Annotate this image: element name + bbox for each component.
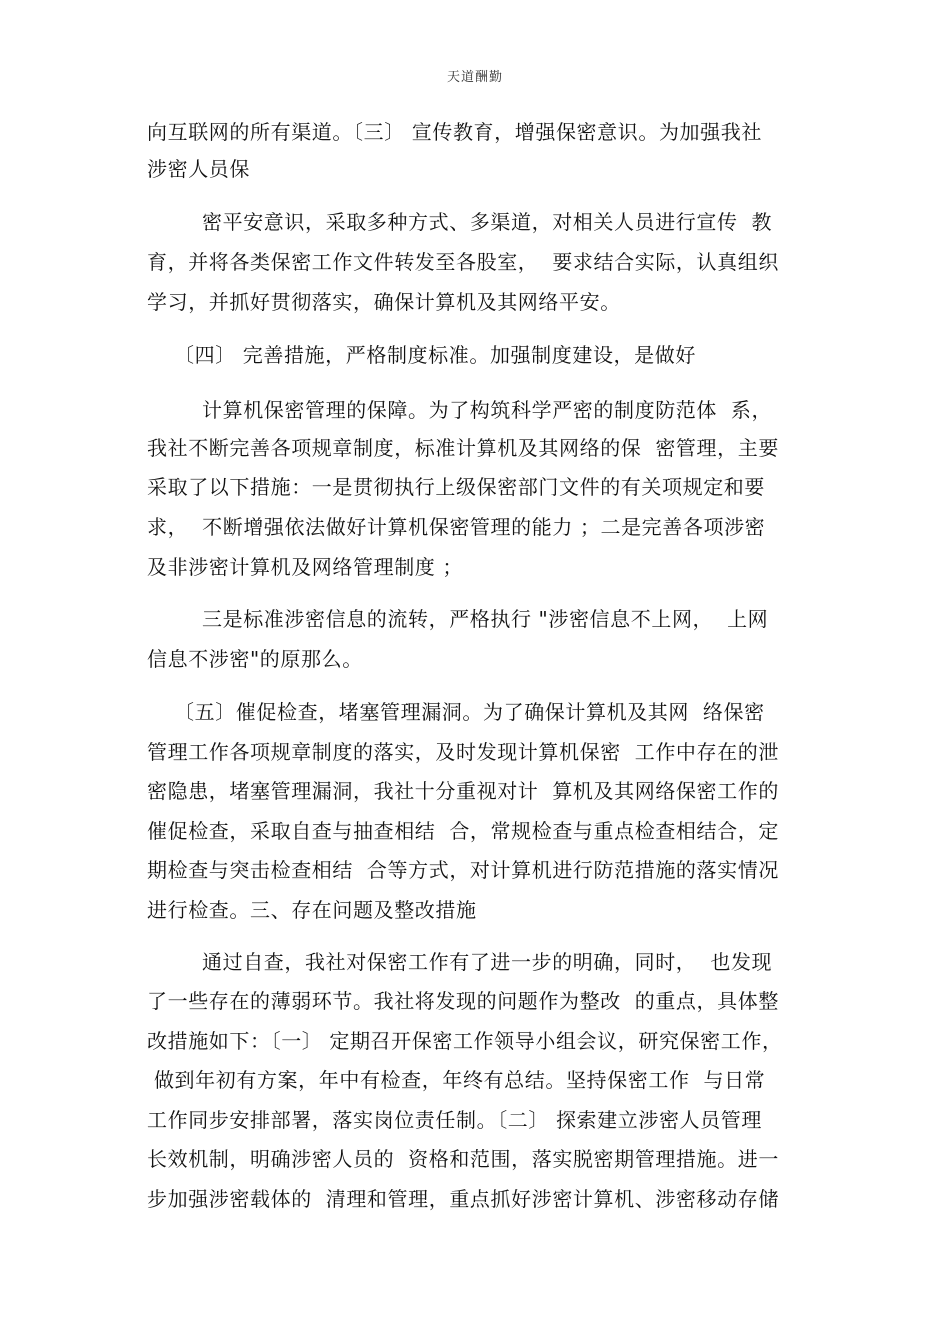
text-line: 学习，并抓好贯彻落实，确保计算机及其网络平安。 xyxy=(147,290,621,314)
text-line: 信息不涉密"的原那么。 xyxy=(147,647,363,671)
page-header: 天道酬勤 xyxy=(446,70,503,85)
text-line: 〔五〕催促检查，堵塞管理漏洞。为了确保计算机及其网 络保密 xyxy=(174,700,765,724)
text-line: 长效机制，明确涉密人员的 资格和范围，落实脱密期管理措施。进一 xyxy=(147,1147,779,1171)
text-line: 步加强涉密载体的 清理和管理，重点抓好涉密计算机、涉密移动存储 xyxy=(147,1187,779,1211)
text-line: 计算机保密管理的保障。为了构筑科学严密的制度防范体 系， xyxy=(202,398,773,422)
text-line: 密平安意识，采取多种方式、多渠道，对相关人员进行宣传 教 xyxy=(202,210,773,234)
text-line: 密隐患，堵塞管理漏洞，我社十分重视对计 算机及其网络保密工作的 xyxy=(147,779,779,803)
text-line: 做到年初有方案，年中有检查，年终有总结。坚持保密工作 与日常 xyxy=(147,1068,766,1092)
text-line: 改措施如下：〔一〕 定期召开保密工作领导小组会议，研究保密工作， xyxy=(147,1029,783,1053)
text-line: 采取了以下措施：一是贯彻执行上级保密部门文件的有关项规定和要 xyxy=(147,475,765,499)
text-line: 三是标准涉密信息的流转，严格执行 "涉密信息不上网， 上网 xyxy=(202,607,769,631)
text-line: 〔四〕 完善措施，严格制度标准。加强制度建设，是做好 xyxy=(174,343,696,367)
text-line: 求， 不断增强依法做好计算机保密管理的能力 ；二是完善各项涉密 xyxy=(147,515,766,539)
text-line: 涉密人员保 xyxy=(147,157,250,181)
text-line: 进行检查。三、存在问题及整改措施 xyxy=(147,898,477,922)
text-line: 及非涉密计算机及网络管理制度 ； xyxy=(147,555,463,579)
text-line: 向互联网的所有渠道。〔三〕 宣传教育，增强保密意识。为加强我社 xyxy=(147,120,762,144)
text-line: 催促检查，采取自查与抽查相结 合，常规检查与重点检查相结合，定 xyxy=(147,819,779,843)
text-line: 管理工作各项规章制度的落实，及时发现计算机保密 工作中存在的泄 xyxy=(147,740,779,764)
text-line: 期检查与突击检查相结 合等方式，对计算机进行防范措施的落实情况 xyxy=(147,858,779,882)
text-line: 我社不断完善各项规章制度，标准计算机及其网络的保 密管理，主要 xyxy=(147,436,779,460)
text-line: 通过自查，我社对保密工作有了进一步的明确，同时， 也发现 xyxy=(202,950,773,974)
text-line: 育，并将各类保密工作文件转发至各股室， 要求结合实际，认真组织 xyxy=(147,250,779,274)
text-line: 工作同步安排部署，落实岗位责任制。〔二〕 探索建立涉密人员管理 xyxy=(147,1108,762,1132)
text-line: 了一些存在的薄弱环节。我社将发现的问题作为整改 的重点，具体整 xyxy=(147,989,779,1013)
